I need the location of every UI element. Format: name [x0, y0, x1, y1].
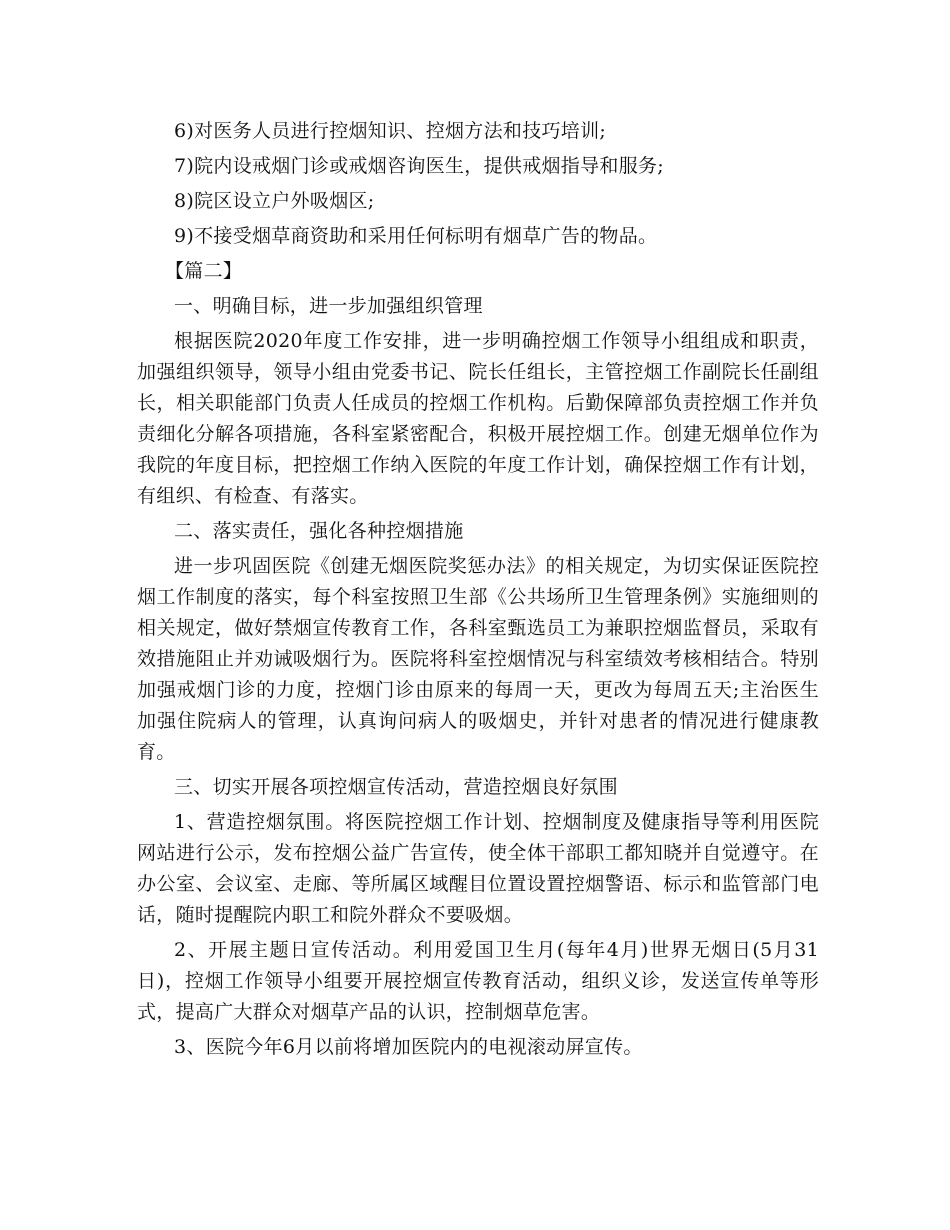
- document-body: [137, 116, 819, 1067]
- section-marker: 【篇二】: [165, 260, 243, 282]
- section-paragraph-2: 进一步巩固医院《创建无烟医院奖惩办法》的相关规定，为切实保证医院控烟工作制度的落实，每个科室按照卫生部《公共场所卫生管理条例》实施细则的相关规定，做好禁烟宣传教育工作，各科室甄选员工为兼职控烟监督员，采取有效措施阻止并劝诫吸烟行为。医院将科室控烟情况与科室绩效考核相结合。特别加强戒烟门诊的力度，控烟门诊由原来的每周一天，更改为每周五天;主治医生加强住院病人的管理，认真询问病人的吸烟史，并针对患者的情况进行健康教育。: [137, 555, 819, 763]
- section-paragraph-1: 根据医院2020年度工作安排，进一步明确控烟工作领导小组组成和职责，加强组织领导，领导小组由党委书记、院长任组长，主管控烟工作副院长任副组长，相关职能部门负责人任成员的控烟工作机构。后勤保障部负责控烟工作并负责细化分解各项措施，各科室紧密配合，积极开展控烟工作。创建无烟单位作为我院的年度目标，把控烟工作纳入医院的年度工作计划，确保控烟工作有计划，有组织、有检查、有落实。: [137, 330, 819, 507]
- list-item-8: 8)院区设立户外吸烟区;: [174, 190, 375, 212]
- list-item-9: 9)不接受烟草商资助和采用任何标明有烟草广告的物品。: [174, 225, 658, 247]
- section-heading-3: 三、切实开展各项控烟宣传活动，营造控烟良好氛围: [174, 776, 618, 798]
- list-item-7: 7)院内设戒烟门诊或戒烟咨询医生，提供戒烟指导和服务;: [174, 155, 665, 177]
- section-3-item-3: 3、医院今年6月以前将增加医院内的电视滚动屏宣传。: [174, 1036, 643, 1058]
- section-3-item-2: 2、开展主题日宣传活动。利用爱国卫生月(每年4月)世界无烟日(5月31日)，控烟工作领导小组要开展控烟宣传教育活动，组织义诊，发送宣传单等形式，提高广大群众对烟草产品的认识，控制烟草危害。: [137, 939, 819, 1023]
- section-heading-2: 二、落实责任，强化各种控烟措施: [174, 520, 464, 542]
- section-heading-1: 一、明确目标，进一步加强组织管理: [174, 295, 483, 317]
- section-3-item-1: 1、营造控烟氛围。将医院控烟工作计划、控烟制度及健康指导等利用医院网站进行公示，发布控烟公益广告宣传，使全体干部职工都知晓并自觉遵守。在办公室、会议室、走廊、等所属区域醒目位置设置控烟警语、标示和监管部门电话，随时提醒院内职工和院外群众不要吸烟。: [137, 811, 819, 926]
- list-item-6: 6)对医务人员进行控烟知识、控烟方法和技巧培训;: [174, 120, 607, 142]
